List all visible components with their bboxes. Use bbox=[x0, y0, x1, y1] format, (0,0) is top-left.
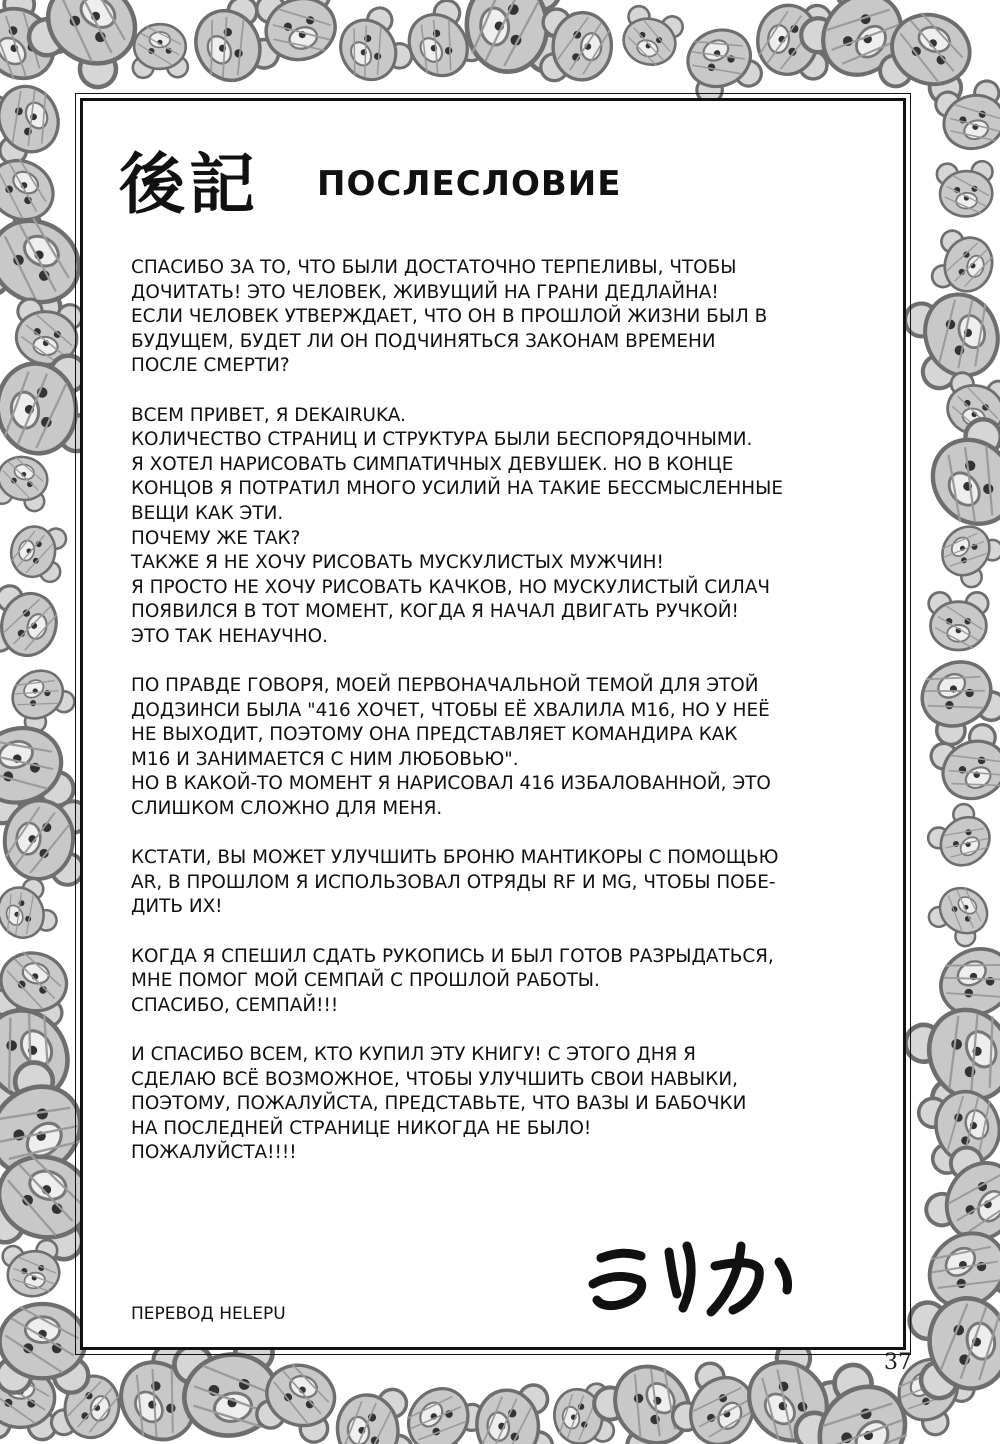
text-line: ВЕЩИ КАК ЭТИ. bbox=[131, 502, 284, 524]
text-line: ТАКЖЕ Я НЕ ХОЧУ РИСОВАТЬ МУСКУЛИСТЫХ МУЖЧИН! bbox=[131, 552, 664, 574]
page-title: ПОСЛЕСЛОВИЕ bbox=[317, 164, 622, 204]
text-line: ПО ПРАВДЕ ГОВОРЯ, МОЕЙ ПЕРВОНАЧАЛЬНОЙ ТЕМОЙ ДЛЯ ЭТОЙ bbox=[131, 675, 759, 697]
text-line: Я ХОТЕЛ НАРИСОВАТЬ СИМПАТИЧНЫХ ДЕВУШЕК. НО В КОНЦЕ bbox=[131, 453, 734, 475]
text-line: ПОЖАЛУЙСТА!!!! bbox=[131, 1142, 297, 1164]
paragraph-4 bbox=[131, 846, 891, 920]
paragraph-3 bbox=[131, 674, 891, 822]
translation-credit: ПЕРЕВОД HELEPU bbox=[131, 1304, 286, 1324]
text-line: ДОЧИТАТЬ! ЭТО ЧЕЛОВЕК, ЖИВУЩИЙ НА ГРАНИ ДЕДЛАЙНА! bbox=[131, 281, 719, 303]
text-line: НЕ ВЫХОДИТ, ПОЭТОМУ ОНА ПРЕДСТАВЛЯЕТ КОМАНДИРА КАК bbox=[131, 724, 738, 746]
text-line: СПАСИБО ЗА ТО, ЧТО БЫЛИ ДОСТАТОЧНО ТЕРПЕЛИВЫ, ЧТОБЫ bbox=[131, 257, 737, 278]
text-line: СЛИШКОМ СЛОЖНО ДЛЯ МЕНЯ. bbox=[131, 798, 443, 820]
text-line: ПОЯВИЛСЯ В ТОТ МОМЕНТ, КОГДА Я НАЧАЛ ДВИГАТЬ РУЧКОЙ! bbox=[131, 601, 739, 623]
afterword-panel bbox=[80, 98, 906, 1350]
text-line: И СПАСИБО ВСЕМ, КТО КУПИЛ ЭТУ КНИГУ! С ЭТОГО ДНЯ Я bbox=[131, 1044, 696, 1065]
paragraph-5 bbox=[131, 945, 891, 1019]
text-line: КОНЦОВ Я ПОТРАТИЛ МНОГО УСИЛИЙ НА ТАКИЕ БЕССМЫСЛЕННЫЕ bbox=[131, 478, 783, 500]
paragraph-6 bbox=[131, 1043, 891, 1166]
text-line: Я ПРОСТО НЕ ХОЧУ РИСОВАТЬ КАЧКОВ, НО МУСКУЛИСТЫЙ СИЛАЧ bbox=[131, 576, 771, 598]
text-line: КОГДА Я СПЕШИЛ СДАТЬ РУКОПИСЬ И БЫЛ ГОТОВ РАЗРЫДАТЬСЯ, bbox=[131, 945, 774, 967]
text-line: ЭТО ТАК НЕНАУЧНО. bbox=[131, 625, 328, 647]
page-number: 37 bbox=[884, 1350, 912, 1375]
text-line: КОЛИЧЕСТВО СТРАНИЦ И СТРУКТУРА БЫЛИ БЕСПОРЯДОЧНЫМИ. bbox=[131, 429, 753, 451]
text-line: НО В КАКОЙ-ТО МОМЕНТ Я НАРИСОВАЛ 416 ИЗБАЛОВАННОЙ, ЭТО bbox=[131, 773, 771, 795]
text-line: БУДУЩЕМ, БУДЕТ ЛИ ОН ПОДЧИНЯТЬСЯ ЗАКОНАМ ВРЕМЕНИ bbox=[131, 330, 716, 352]
text-line: НА ПОСЛЕДНЕЙ СТРАНИЦЕ НИКОГДА НЕ БЫЛО! bbox=[131, 1117, 592, 1139]
paragraph-1 bbox=[131, 256, 891, 379]
afterword-header bbox=[119, 145, 622, 223]
handwritten-signature-icon bbox=[583, 1236, 813, 1326]
text-line: МНЕ ПОМОГ МОЙ СЕМПАЙ С ПРОШЛОЙ РАБОТЫ. bbox=[131, 970, 600, 992]
afterword-text bbox=[131, 256, 891, 1191]
text-line: AR, В ПРОШЛОМ Я ИСПОЛЬЗОВАЛ ОТРЯДЫ RF И MG, ЧТОБЫ ПОБЕ- bbox=[131, 871, 776, 893]
text-line: КСТАТИ, ВЫ МОЖЕТ УЛУЧШИТЬ БРОНЮ МАНТИКОРЫ С ПОМОЩЬЮ bbox=[131, 847, 779, 869]
text-line: M16 И ЗАНИМАЕТСЯ С НИМ ЛЮБОВЬЮ". bbox=[131, 748, 519, 770]
paragraph-2 bbox=[131, 404, 891, 650]
text-line: ВСЕМ ПРИВЕТ, Я DEKAIRUKA. bbox=[131, 404, 406, 426]
text-line: СПАСИБО, СЕМПАЙ!!! bbox=[131, 994, 339, 1016]
text-line: СДЕЛАЮ ВСЁ ВОЗМОЖНОЕ, ЧТОБЫ УЛУЧШИТЬ СВОИ НАВЫКИ, bbox=[131, 1068, 738, 1090]
text-line: ПОЭТОМУ, ПОЖАЛУЙСТА, ПРЕДСТАВЬТЕ, ЧТО ВАЗЫ И БАБОЧКИ bbox=[131, 1093, 747, 1115]
text-line: ДИТЬ ИХ! bbox=[131, 896, 223, 918]
text-line: ЕСЛИ ЧЕЛОВЕК УТВЕРЖДАЕТ, ЧТО ОН В ПРОШЛОЙ ЖИЗНИ БЫЛ В bbox=[131, 306, 768, 328]
kanji-heading: 後記 bbox=[119, 145, 259, 223]
text-line: ПОЧЕМУ ЖЕ ТАК? bbox=[131, 527, 301, 549]
text-line: ПОСЛЕ СМЕРТИ? bbox=[131, 355, 290, 377]
text-line: ДОДЗИНСИ БЫЛА "416 ХОЧЕТ, ЧТОБЫ ЕЁ ХВАЛИЛА M16, НО У НЕЁ bbox=[131, 699, 770, 721]
